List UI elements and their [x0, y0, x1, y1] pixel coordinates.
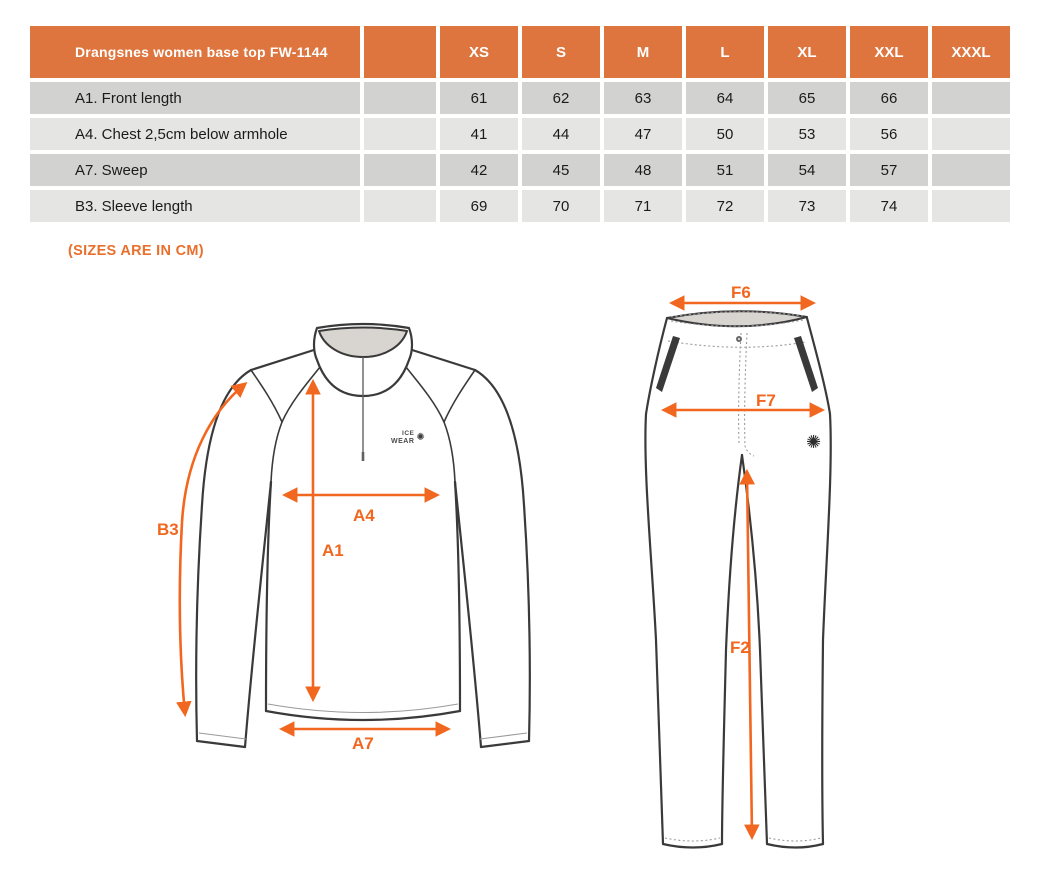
size-value-cell: 72: [686, 190, 764, 222]
row-label: A1. Front length: [30, 82, 360, 114]
size-value-cell: 63: [604, 82, 682, 114]
size-value-cell: 69: [440, 190, 518, 222]
size-value-cell: 61: [440, 82, 518, 114]
measure-label-a7: A7: [352, 734, 374, 753]
spacer-cell: [364, 190, 436, 222]
size-value-cell: [932, 118, 1010, 150]
size-header-xs: XS: [440, 26, 518, 78]
row-label: B3. Sleeve length: [30, 190, 360, 222]
size-value-cell: 44: [522, 118, 600, 150]
size-value-cell: 57: [850, 154, 928, 186]
row-label: A4. Chest 2,5cm below armhole: [30, 118, 360, 150]
size-value-cell: 74: [850, 190, 928, 222]
measure-label-a1: A1: [322, 541, 344, 560]
sizes-unit-note: (SIZES ARE IN CM): [68, 243, 204, 259]
size-value-cell: 48: [604, 154, 682, 186]
row-label: A7. Sweep: [30, 154, 360, 186]
spacer-cell: [364, 118, 436, 150]
size-header-s: S: [522, 26, 600, 78]
measure-label-a4: A4: [353, 506, 375, 525]
size-value-cell: 54: [768, 154, 846, 186]
table-title: Drangsnes women base top FW-1144: [30, 26, 360, 78]
base-top-diagram: [140, 295, 590, 775]
size-value-cell: 64: [686, 82, 764, 114]
size-header-l: L: [686, 26, 764, 78]
size-value-cell: 51: [686, 154, 764, 186]
size-value-cell: [932, 154, 1010, 186]
size-header-xl: XL: [768, 26, 846, 78]
logo-text-line2: WEAR: [391, 437, 415, 445]
size-header-xxl: XXL: [850, 26, 928, 78]
size-value-cell: 50: [686, 118, 764, 150]
measure-label-f7: F7: [756, 391, 776, 410]
spacer-cell: [364, 82, 436, 114]
size-value-cell: 70: [522, 190, 600, 222]
pants-measure-arrows: [664, 303, 822, 837]
snowflake-icon: ✺: [416, 431, 425, 443]
size-value-cell: 65: [768, 82, 846, 114]
measure-label-b3: B3: [157, 520, 179, 539]
size-value-cell: 42: [440, 154, 518, 186]
size-header-xxxl: XXXL: [932, 26, 1010, 78]
spacer-header-cell: [364, 26, 436, 78]
size-value-cell: 73: [768, 190, 846, 222]
size-value-cell: 47: [604, 118, 682, 150]
logo-text-line1: ICE: [402, 430, 415, 437]
measure-label-f2: F2: [730, 638, 750, 657]
size-value-cell: 45: [522, 154, 600, 186]
measure-label-f6: F6: [731, 283, 751, 302]
pants-outline: [645, 311, 830, 847]
size-value-cell: 66: [850, 82, 928, 114]
size-value-cell: 53: [768, 118, 846, 150]
size-value-cell: 56: [850, 118, 928, 150]
size-table: [30, 26, 1010, 222]
base-top-outline: [196, 324, 530, 747]
size-value-cell: [932, 190, 1010, 222]
size-value-cell: 71: [604, 190, 682, 222]
size-header-m: M: [604, 26, 682, 78]
snowflake-icon: ✺: [806, 432, 822, 452]
icewear-logo: [391, 431, 425, 445]
pants-diagram: [615, 275, 885, 885]
spacer-cell: [364, 154, 436, 186]
size-value-cell: 41: [440, 118, 518, 150]
size-value-cell: 62: [522, 82, 600, 114]
size-value-cell: [932, 82, 1010, 114]
